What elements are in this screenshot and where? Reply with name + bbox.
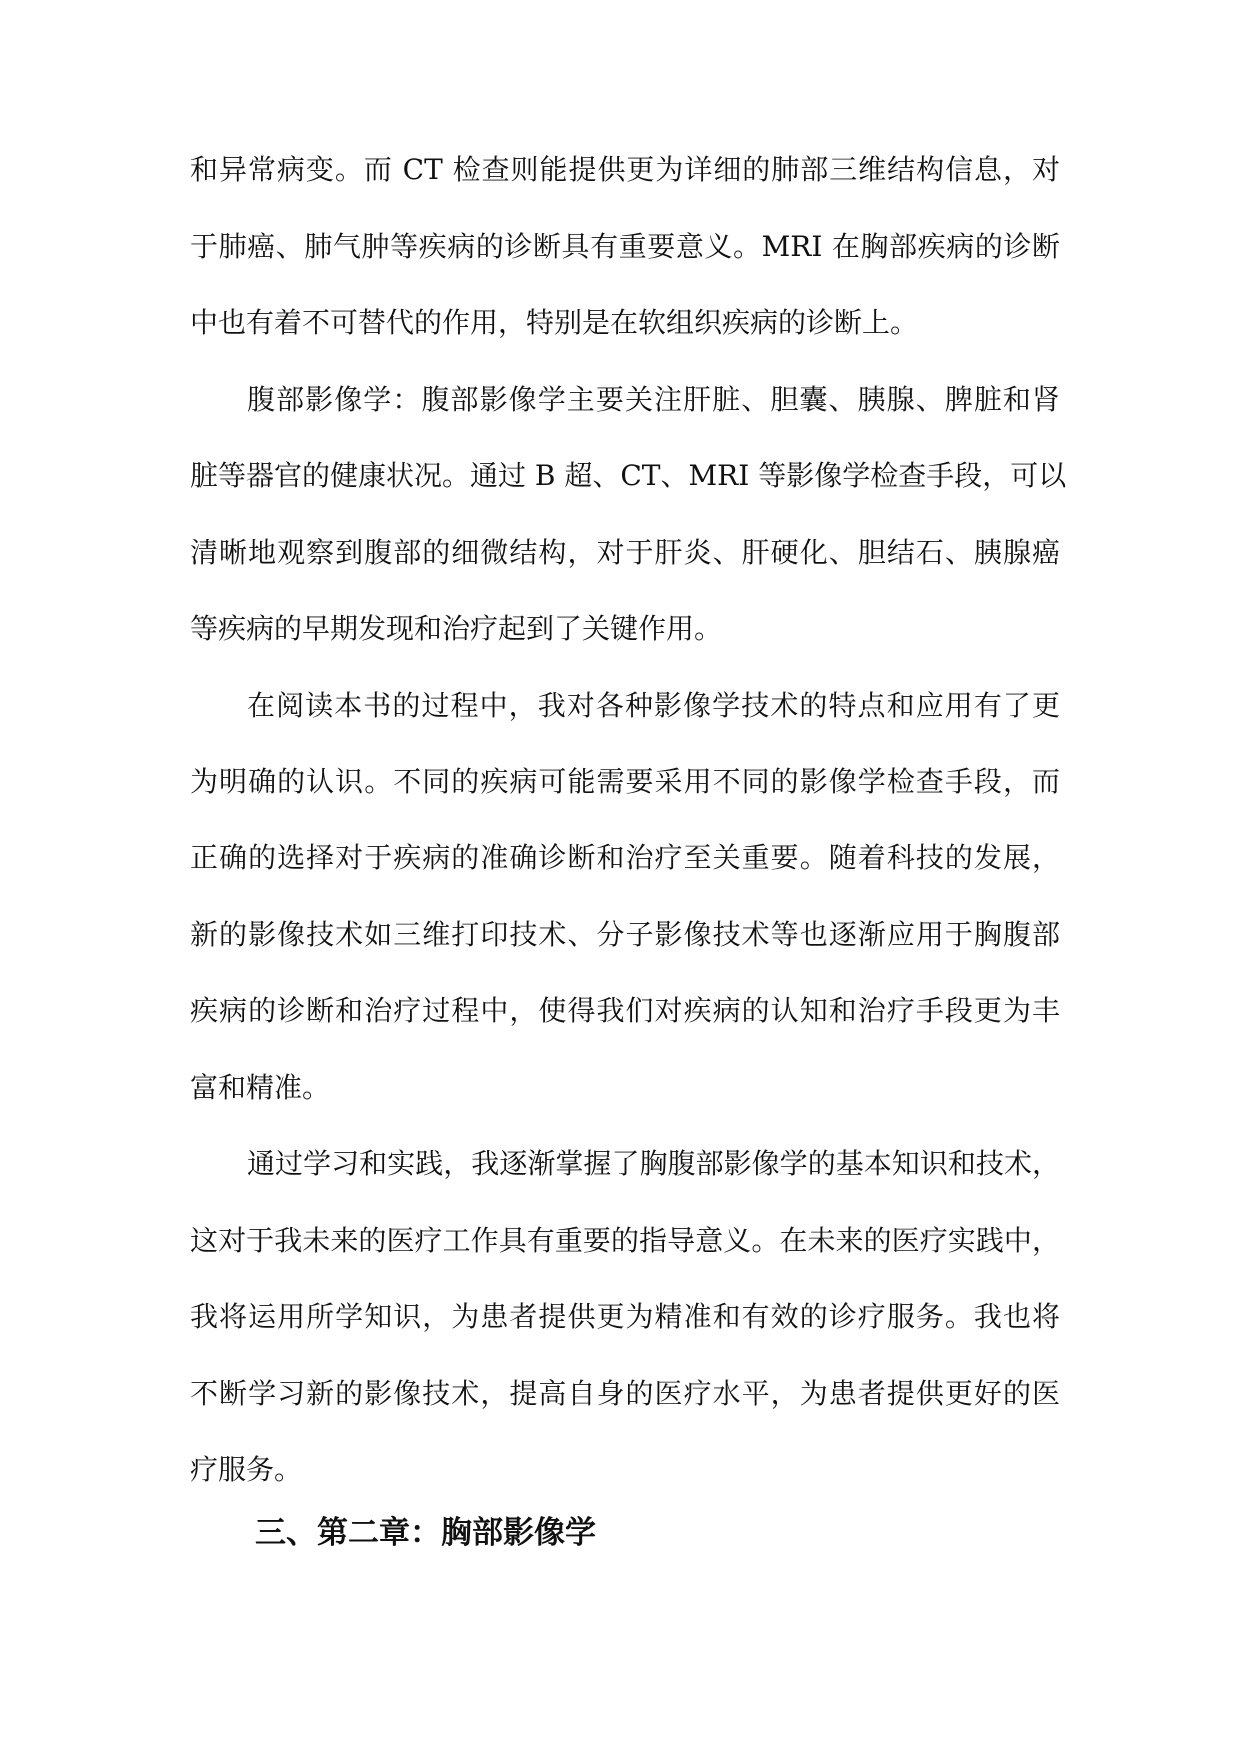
text-line: 于肺癌、肺气肿等疾病的诊断具有重要意义。MRI 在胸部疾病的诊断: [190, 230, 1060, 263]
text-line: 这对于我未来的医疗工作具有重要的指导意义。在未来的医疗实践中，: [190, 1224, 1060, 1257]
section-heading: 三、第二章：胸部影像学: [255, 1515, 596, 1551]
text-line: 脏等器官的健康状况。通过 B 超、CT、MRI 等影像学检查手段，可以: [190, 459, 1067, 492]
text-line: 为明确的认识。不同的疾病可能需要采用不同的影像学检查手段，而: [190, 765, 1060, 798]
text-line: 我将运用所学知识，为患者提供更为精准和有效的诊疗服务。我也将: [190, 1300, 1060, 1333]
text-line: 通过学习和实践，我逐渐掌握了胸腹部影像学的基本知识和技术，: [247, 1147, 1060, 1180]
text-line: 和异常病变。而 CT 检查则能提供更为详细的肺部三维结构信息，对: [190, 153, 1060, 186]
text-line: 疗服务。: [190, 1453, 303, 1486]
text-line: 中也有着不可替代的作用，特别是在软组织疾病的诊断上。: [190, 306, 919, 339]
text-line: 在阅读本书的过程中，我对各种影像学技术的特点和应用有了更: [247, 689, 1060, 722]
text-line: 等疾病的早期发现和治疗起到了关键作用。: [190, 612, 723, 645]
text-line: 疾病的诊断和治疗过程中，使得我们对疾病的认知和治疗手段更为丰: [190, 994, 1060, 1027]
text-line: 正确的选择对于疾病的准确诊断和治疗至关重要。随着科技的发展，: [190, 841, 1060, 874]
text-line: 新的影像技术如三维打印技术、分子影像技术等也逐渐应用于胸腹部: [190, 918, 1060, 951]
text-line: 腹部影像学：腹部影像学主要关注肝脏、胆囊、胰腺、脾脏和肾: [247, 383, 1060, 416]
text-line: 不断学习新的影像技术，提高自身的医疗水平，为患者提供更好的医: [190, 1377, 1060, 1410]
text-line: 清晰地观察到腹部的细微结构，对于肝炎、肝硬化、胆结石、胰腺癌: [190, 536, 1060, 569]
text-line: 富和精准。: [190, 1071, 331, 1104]
